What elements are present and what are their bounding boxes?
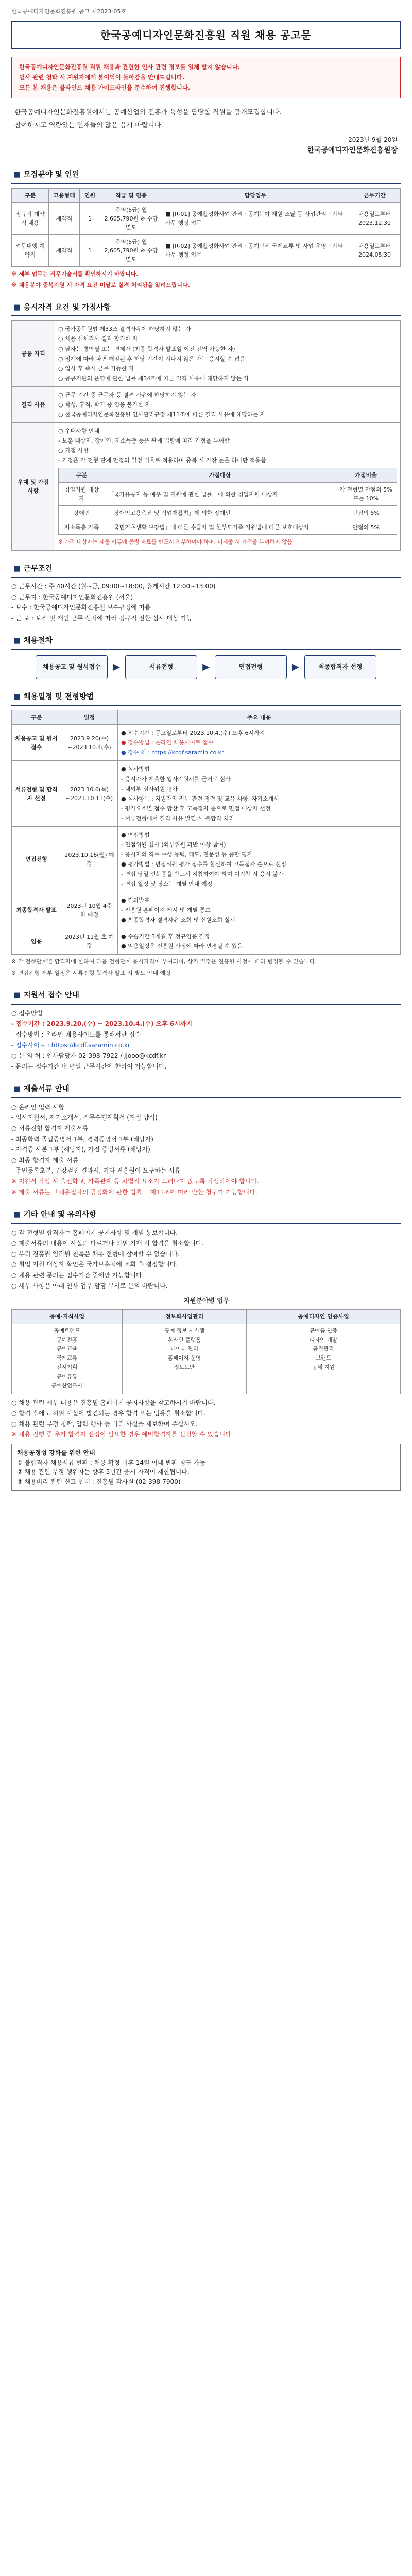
line: ○ 문 의 처 : 인사담당자 02-398-7922 / jjooo@kcdf.kr bbox=[11, 1052, 166, 1060]
table-row bbox=[12, 826, 401, 892]
list-item: 국제교류 bbox=[56, 1355, 78, 1362]
line: ○ 세부 사항은 아래 인사 업무 담당 부서로 문의 바랍니다. bbox=[11, 1282, 168, 1290]
list-item: 공예트렌드 bbox=[54, 1327, 80, 1334]
list-item: 홈페이지 운영 bbox=[167, 1355, 201, 1362]
table-row bbox=[12, 234, 401, 266]
note: ※ 각 전형단계별 합격자에 한하여 다음 전형단계 응시자격이 부여되며, 상기 일정은 진흥원 사정에 따라 변경될 수 있습니다. bbox=[11, 958, 317, 965]
table-cell: 임용 bbox=[12, 928, 61, 955]
list-item: 공예품 인증 bbox=[310, 1327, 338, 1334]
line: ○ 한국공예디자인문화진흥원 인사관리규정 제11조에 따른 결격 사유에 해당하는 자 bbox=[58, 411, 266, 418]
table-cell: 각 전형별 만점의 5% 또는 10% bbox=[335, 483, 397, 506]
table-row bbox=[59, 506, 397, 520]
section-title-text: 제출서류 안내 bbox=[23, 1085, 70, 1094]
line: - 근 로 : 보직 및 개인 근무 성적에 따라 정규직 전환 심사 대상 가능 bbox=[11, 614, 193, 622]
line: - 입사지원서, 자기소개서, 직무수행계획서 (지정 양식) bbox=[11, 1114, 158, 1122]
section-title-text: 채용절차 bbox=[23, 637, 53, 646]
section-title bbox=[11, 1081, 401, 1098]
section-title bbox=[11, 988, 401, 1004]
row-content bbox=[55, 386, 401, 422]
fairness-box bbox=[11, 1444, 401, 1491]
square-bullet-icon: ■ bbox=[13, 991, 21, 1000]
line: ○ 접수방법 bbox=[11, 1009, 43, 1017]
col-header: 구분 bbox=[12, 710, 61, 725]
line: ○ 최종 합격자 제출 서류 bbox=[11, 1156, 79, 1164]
intro bbox=[11, 106, 401, 130]
line: ○ 제출서류의 내용이 사실과 다르거나 허위 기재 시 합격을 취소합니다. bbox=[11, 1240, 204, 1247]
intro-line: 참여하시고 역량있는 인재들의 많은 응시 바랍니다. bbox=[14, 121, 163, 129]
line: ※ 채용 진행 중 추가 합격자 선정이 필요한 경우 예비합격자를 선정할 수 있습니다. bbox=[11, 1431, 233, 1438]
line: - 진흥원 홈페이지 게시 및 개별 통보 bbox=[121, 907, 211, 914]
row-label: 결격 사유 bbox=[12, 386, 55, 422]
list-item: 정보보안 bbox=[174, 1364, 195, 1371]
apply-link[interactable]: ● 접수 처 : https://kcdf.saramin.co.kr bbox=[121, 749, 224, 756]
line: - 응시자가 제출한 입사지원서를 근거로 심사 bbox=[121, 775, 231, 783]
line: ● 수습기간 3개월 후 정규임용 결정 bbox=[121, 933, 210, 940]
conditions-list bbox=[11, 582, 401, 623]
line: ○ 공공기관의 운영에 관한 법률 제34조에 따른 결격 사유에 해당하지 않는 자 bbox=[58, 375, 249, 382]
list-item: 공예 정보 시스템 bbox=[164, 1327, 204, 1334]
misc-list bbox=[11, 1228, 401, 1291]
line: ● 접수기간 : 공고일로부터 2023.10.4.(수) 오후 6시까지 bbox=[121, 730, 265, 737]
line: ① 불합격자 채용서류 반환 : 채용 확정 이후 14일 이내 반환 청구 가능 bbox=[17, 1459, 205, 1466]
table-cell: 「장애인고용촉진 및 직업재활법」에 의한 장애인 bbox=[105, 506, 335, 520]
table-row bbox=[12, 761, 401, 826]
table-cell: 주임(5급) 월 2,605,790원 ※ 수당별도 bbox=[100, 234, 162, 266]
doc-number: 한국공예디자인문화진흥원 공고 제2023-05호 bbox=[11, 8, 126, 15]
recruitment-table bbox=[11, 188, 401, 267]
line: ○ 입사 후 즉시 근무 가능한 자 bbox=[58, 365, 134, 372]
line: ② 채용 관련 부정 행위자는 향후 5년간 응시 자격이 제한됩니다. bbox=[17, 1468, 190, 1476]
line: - 접수방법 : 온라인 채용사이트를 통해서만 접수 bbox=[11, 1031, 141, 1039]
section-recruitment-fields bbox=[11, 167, 401, 290]
issuer-org: 한국공예디자인문화진흥원장 bbox=[307, 146, 398, 155]
line: ○ 채용 관련 부정 청탁, 압력 행사 등 비리 사실을 제보하여 주십시오. bbox=[11, 1420, 198, 1428]
section-title bbox=[11, 633, 401, 650]
col-header: 일정 bbox=[61, 710, 118, 725]
arrow-right-icon: ▶ bbox=[202, 661, 210, 672]
note: ※ 세부 업무는 직무기술서를 확인하시기 바랍니다. bbox=[11, 270, 139, 277]
table-cell bbox=[118, 892, 401, 928]
fairness-title: 채용공정성 강화를 위한 안내 bbox=[17, 1449, 95, 1456]
line: ○ 합격 후에도 허위 사실이 발견되는 경우 합격 또는 임용을 취소합니다. bbox=[11, 1410, 206, 1417]
table-cell: 취업지원 대상자 bbox=[59, 483, 105, 506]
section-documents bbox=[11, 1081, 401, 1197]
list-item: 공예산업조사 bbox=[51, 1382, 83, 1389]
section-title-text: 지원서 접수 안내 bbox=[23, 991, 79, 1000]
line: ○ 각 전형별 합격자는 홈페이지 공지사항 및 개별 통보합니다. bbox=[11, 1229, 178, 1236]
table-cell: 2023년 10월 4주차 예정 bbox=[61, 892, 118, 928]
table-cell: 「국민기초생활 보장법」에 따른 수급자 및 한부모가족 지원법에 따른 보호대상자 bbox=[105, 520, 335, 535]
list-item: 데이터 관리 bbox=[170, 1346, 199, 1352]
table-cell: 2023.10.16(월) 예정 bbox=[61, 826, 118, 892]
square-bullet-icon: ■ bbox=[13, 692, 21, 701]
table-row bbox=[12, 321, 401, 386]
section-title-text: 채용일정 및 전형방법 bbox=[23, 692, 94, 701]
line: ○ 채용 신체검사 결과 합격한 자 bbox=[58, 335, 138, 343]
square-bullet-icon: ■ bbox=[13, 1211, 21, 1219]
line: ○ 서류전형 합격자 제출서류 bbox=[11, 1125, 89, 1132]
table-cell bbox=[12, 1324, 123, 1394]
section-title-text: 근무조건 bbox=[23, 564, 53, 573]
square-bullet-icon: ■ bbox=[13, 171, 21, 179]
table-cell: 채용일로부터 2024.05.30 bbox=[349, 234, 401, 266]
table-cell bbox=[118, 928, 401, 955]
line: - 주민등록초본, 건강검진 결과서, 기타 진흥원이 요구하는 서류 bbox=[11, 1167, 181, 1175]
process-step: 서류전형 bbox=[125, 655, 197, 679]
arrow-right-icon: ▶ bbox=[113, 661, 121, 672]
table-cell: 채용일로부터 2023.12.31 bbox=[349, 202, 401, 234]
note: ※ 채용분야 중복지원 시 자격 요건 미달로 실격 처리됨을 알려드립니다. bbox=[11, 281, 190, 289]
schedule-table bbox=[11, 710, 401, 955]
arrow-right-icon: ▶ bbox=[291, 661, 299, 672]
line: - 응시자의 직무 수행 능력, 태도, 전문성 등 종합 평가 bbox=[121, 851, 252, 858]
line: ○ 채용 관련 문의는 접수기간 중에만 가능합니다. bbox=[11, 1272, 144, 1279]
section-title-text: 모집분야 및 인원 bbox=[23, 171, 79, 179]
table-cell: 2023.9.20(수) ~2023.10.4(수) bbox=[61, 725, 118, 761]
table-cell: 2023.10.6(목) ~2023.10.11(수) bbox=[61, 761, 118, 826]
notice-date: 2023년 9월 20일 bbox=[348, 135, 398, 143]
misc-more-list bbox=[11, 1398, 401, 1439]
table-cell: 업무대행 계약직 bbox=[12, 234, 49, 266]
title-box bbox=[11, 21, 401, 49]
line: - 문의는 접수기간 내 평일 근무시간에 한하여 가능합니다. bbox=[11, 1062, 167, 1070]
section-title-text: 기타 안내 및 유의사항 bbox=[23, 1211, 96, 1219]
intro-line: 한국공예디자인문화진흥원에서는 공예산업의 진흥과 육성을 담당할 직원을 공개모집합니다. bbox=[14, 109, 282, 117]
line: ○ 온라인 입력 사항 bbox=[11, 1103, 65, 1111]
line: - 보수 : 한국공예디자인문화진흥원 보수규정에 따름 bbox=[11, 604, 151, 612]
line: - 보훈 대상자, 장애인, 저소득층 등은 관계 법령에 따라 가점을 부여함 bbox=[58, 437, 230, 444]
table-cell: 채용공고 및 원서접수 bbox=[12, 725, 61, 761]
table-cell bbox=[247, 1324, 401, 1394]
square-bullet-icon: ■ bbox=[13, 637, 21, 646]
table-cell: 저소득층 가족 bbox=[59, 520, 105, 535]
table-cell: 1 bbox=[80, 202, 100, 234]
table-row bbox=[12, 386, 401, 422]
section-title-text: 응시자격 요건 및 가점사항 bbox=[23, 303, 111, 312]
dept-table-caption: 지원분야별 업무 bbox=[183, 1297, 230, 1305]
line: ○ 근무 기간 중 근무자 등 결격 사유에 해당하지 않는 자 bbox=[58, 391, 196, 398]
section-title bbox=[11, 689, 401, 706]
notice-line: 모든 본 채용은 블라인드 채용 가이드라인을 준수하여 진행합니다. bbox=[19, 83, 191, 91]
application-list bbox=[11, 1009, 401, 1072]
line: ○ 근무시간 : 주 40시간 (월~금, 09:00~18:00, 휴게시간 12:00~13:00) bbox=[11, 582, 216, 590]
list-item: 공예진흥 bbox=[56, 1336, 78, 1343]
col-header: 담당업무 bbox=[162, 188, 349, 202]
section-process bbox=[11, 633, 401, 679]
apply-site-link[interactable]: - 접수사이트 : https://kcdf.saramin.co.kr bbox=[11, 1041, 130, 1049]
row-label: 우대 및 가점 사항 bbox=[12, 422, 55, 550]
signature bbox=[11, 135, 401, 157]
notice-line: 한국공예디자인문화진흥원 직원 채용과 관련한 인사 관련 정보를 일체 받지 않습니다. bbox=[19, 63, 241, 71]
line: ○ 학생, 휴직, 학기 중 임용 불가한 자 bbox=[58, 401, 151, 408]
table-cell bbox=[118, 725, 401, 761]
table-row bbox=[12, 202, 401, 234]
section-title bbox=[11, 300, 401, 316]
line: ○ 채용 관련 세부 내용은 진흥원 홈페이지 공지사항을 참고하시기 바랍니다. bbox=[11, 1399, 216, 1406]
line: - 최종학력 졸업증명서 1부, 경력증명서 1부 (해당자) bbox=[11, 1135, 153, 1143]
line: ● 임용일정은 진흥원 사정에 따라 변경될 수 있음 bbox=[121, 943, 243, 950]
table-cell: 최종합격자 발표 bbox=[12, 892, 61, 928]
section-title bbox=[11, 167, 401, 183]
table-cell: 「국가유공자 등 예우 및 지원에 관한 법률」에 의한 취업지원 대상자 bbox=[105, 483, 335, 506]
col-header: 가점비율 bbox=[335, 468, 397, 483]
list-item: 브랜드 bbox=[315, 1355, 332, 1362]
list-item: 품질관리 bbox=[313, 1346, 334, 1352]
line: ※ 지원서 작성 시 출신학교, 가족관계 등 차별적 요소가 드러나지 않도록 작성하여야 합니다. bbox=[11, 1178, 259, 1185]
table-row bbox=[12, 725, 401, 761]
table-cell bbox=[123, 1324, 247, 1394]
line: ● 최종합격자 결격사유 조회 및 신원조회 실시 bbox=[121, 917, 235, 924]
list-item: 공예교육 bbox=[56, 1346, 78, 1352]
table-row bbox=[12, 1324, 401, 1394]
dept-table bbox=[11, 1309, 401, 1394]
table-cell: 정규직 계약직 채용 bbox=[12, 202, 49, 234]
line: ● 결과발표 bbox=[121, 897, 150, 904]
table-cell: 서류전형 및 합격자 선정 bbox=[12, 761, 61, 826]
line: - 가점은 각 전형 단계 만점의 일정 비율로 적용하며 중복 시 가장 높은 하나만 적용함 bbox=[58, 456, 266, 464]
line: ※ 제출 서류는 「채용절차의 공정화에 관한 법률」 제11조에 따라 반환 청구가 가능합니다. bbox=[11, 1188, 258, 1196]
table-cell: 계약직 bbox=[49, 202, 80, 234]
notice-box bbox=[11, 57, 401, 98]
row-label: 공통 자격 bbox=[12, 321, 55, 386]
table-row bbox=[12, 892, 401, 928]
line: - 내외부 심사위원 평가 bbox=[121, 785, 178, 792]
table-row bbox=[12, 928, 401, 955]
line: ○ 국가공무원법 제33조 결격사유에 해당하지 않는 자 bbox=[58, 326, 191, 333]
table-cell: ■ [R-01] 공예활성화사업 관리 · 공예분야 재원 조달 등 사업관리 · 기타 사무 행정 업무 bbox=[162, 202, 349, 234]
line: ○ 우리 진흥원 임직원 친족은 채용 전형에 참여할 수 없습니다. bbox=[11, 1250, 180, 1258]
row-content bbox=[55, 321, 401, 386]
table-cell: 1 bbox=[80, 234, 100, 266]
line: ● 면접방법 bbox=[121, 831, 150, 838]
row-content bbox=[55, 422, 401, 550]
table-cell: 계약직 bbox=[49, 234, 80, 266]
table-cell: 장애인 bbox=[59, 506, 105, 520]
line: - 평가요소별 점수 합산 후 고득점자 순으로 면접 대상자 선정 bbox=[121, 805, 271, 812]
table-row bbox=[59, 520, 397, 535]
line: - 면접 당일 신분증을 반드시 지참하여야 하며 미지참 시 응시 불가 bbox=[121, 870, 284, 877]
section-title bbox=[11, 561, 401, 578]
col-header: 구분 bbox=[59, 468, 105, 483]
list-item: 공예 지원 bbox=[312, 1364, 335, 1371]
line: ○ 취업 지원 대상자 확인은 국가보훈처에 조회 후 결정합니다. bbox=[11, 1261, 178, 1268]
line: ※ 가점 대상자는 제출 서류에 증빙 자료를 반드시 첨부하여야 하며, 미제출 시 가점을 부여하지 않음 bbox=[58, 539, 293, 546]
col-header: 고용형태 bbox=[49, 188, 80, 202]
line: ○ 가점 사항 bbox=[58, 447, 89, 454]
list-item: 공예유통 bbox=[56, 1373, 78, 1380]
line: - 자격증 사본 1부 (해당자), 가점 증빙서류 (해당자) bbox=[11, 1146, 150, 1154]
table-cell: 만점의 5% bbox=[335, 520, 397, 535]
process-step: 최종합격자 선정 bbox=[304, 655, 376, 679]
square-bullet-icon: ■ bbox=[13, 1085, 21, 1094]
table-row bbox=[59, 483, 397, 506]
col-header: 직급 및 연봉 bbox=[100, 188, 162, 202]
list-item: 온라인 플랫폼 bbox=[167, 1336, 201, 1343]
line: ● 심사방법 bbox=[121, 766, 150, 773]
list-item: 전시기획 bbox=[56, 1364, 78, 1371]
table-cell bbox=[118, 761, 401, 826]
line: ● 접수방법 : 온라인 채용사이트 접수 bbox=[121, 739, 214, 747]
line: ● 평가방법 : 면접위원 평가 점수를 합산하여 고득점자 순으로 선정 bbox=[121, 860, 287, 868]
line: ● 심사항목 : 지원자의 직무 관련 경력 및 교육 사항, 자기소개서 bbox=[121, 795, 279, 802]
table-cell: ■ [R-02] 공예활성화사업 관리 · 공예단체 국제교류 및 사업 운영 · 기타 사무 행정 업무 bbox=[162, 234, 349, 266]
line: ○ 징계에 따라 파면·해임된 후 해당 기간이 지나지 않은 자는 응시할 수 없음 bbox=[58, 355, 246, 362]
table-row bbox=[12, 422, 401, 550]
square-bullet-icon: ■ bbox=[13, 303, 21, 312]
bonus-table bbox=[58, 468, 397, 535]
col-header: 공예디자인 인증사업 bbox=[247, 1309, 401, 1324]
line: ○ 남자는 병역필 또는 면제자 (최종 합격자 발표일 이전 전역 가능한 자) bbox=[58, 345, 235, 352]
process-step: 면접전형 bbox=[215, 655, 287, 679]
col-header: 근무기간 bbox=[349, 188, 401, 202]
section-application bbox=[11, 988, 401, 1071]
table-cell: 2023년 11월 초 예정 bbox=[61, 928, 118, 955]
section-conditions bbox=[11, 561, 401, 623]
line: ○ 근무지 : 한국공예디자인문화진흥원 (서울) bbox=[11, 593, 133, 601]
col-header: 공예·지식사업 bbox=[12, 1309, 123, 1324]
note: ※ 면접전형 세부 일정은 서류전형 합격자 발표 시 별도 안내 예정 bbox=[11, 970, 171, 977]
table-cell bbox=[118, 826, 401, 892]
col-header: 인원 bbox=[80, 188, 100, 202]
line: ③ 채용비리 관련 신고 센터 : 진흥원 감사실 (02-398-7900) bbox=[17, 1478, 181, 1485]
section-eligibility bbox=[11, 300, 401, 551]
list-item: 디자인 개발 bbox=[310, 1336, 338, 1343]
process-step: 채용공고 및 원서접수 bbox=[36, 655, 108, 679]
line: ○ 우대사항 안내 bbox=[58, 427, 100, 434]
documents-list bbox=[11, 1103, 401, 1197]
line: - 접수기간 : 2023.9.20.(수) ~ 2023.10.4.(수) 오후 6시까지 bbox=[11, 1020, 193, 1028]
col-header: 가점대상 bbox=[105, 468, 335, 483]
col-header: 구분 bbox=[12, 188, 49, 202]
line: - 면접위원 심사 (외부위원 과반 이상 참여) bbox=[121, 841, 226, 848]
col-header: 정보화사업관리 bbox=[123, 1309, 247, 1324]
line: - 면접 일정 및 장소는 개별 안내 예정 bbox=[121, 880, 213, 887]
section-misc bbox=[11, 1207, 401, 1491]
process-flow bbox=[11, 655, 401, 679]
page-title: 한국공예디자인문화진흥원 직원 채용 공고문 bbox=[100, 29, 312, 42]
section-title bbox=[11, 1207, 401, 1224]
table-cell: 면접전형 bbox=[12, 826, 61, 892]
table-cell: 주임(5급) 월 2,605,790원 ※ 수당별도 bbox=[100, 202, 162, 234]
square-bullet-icon: ■ bbox=[13, 564, 21, 573]
section-schedule bbox=[11, 689, 401, 978]
line: - 서류전형에서 결격 사유 발견 시 불합격 처리 bbox=[121, 815, 234, 822]
eligibility-table bbox=[11, 320, 401, 550]
table-cell: 만점의 5% bbox=[335, 506, 397, 520]
notice-line: 인사 관련 청탁 시 지원자에게 불이익이 돌아감을 안내드립니다. bbox=[19, 73, 185, 81]
col-header: 주요 내용 bbox=[118, 710, 401, 725]
